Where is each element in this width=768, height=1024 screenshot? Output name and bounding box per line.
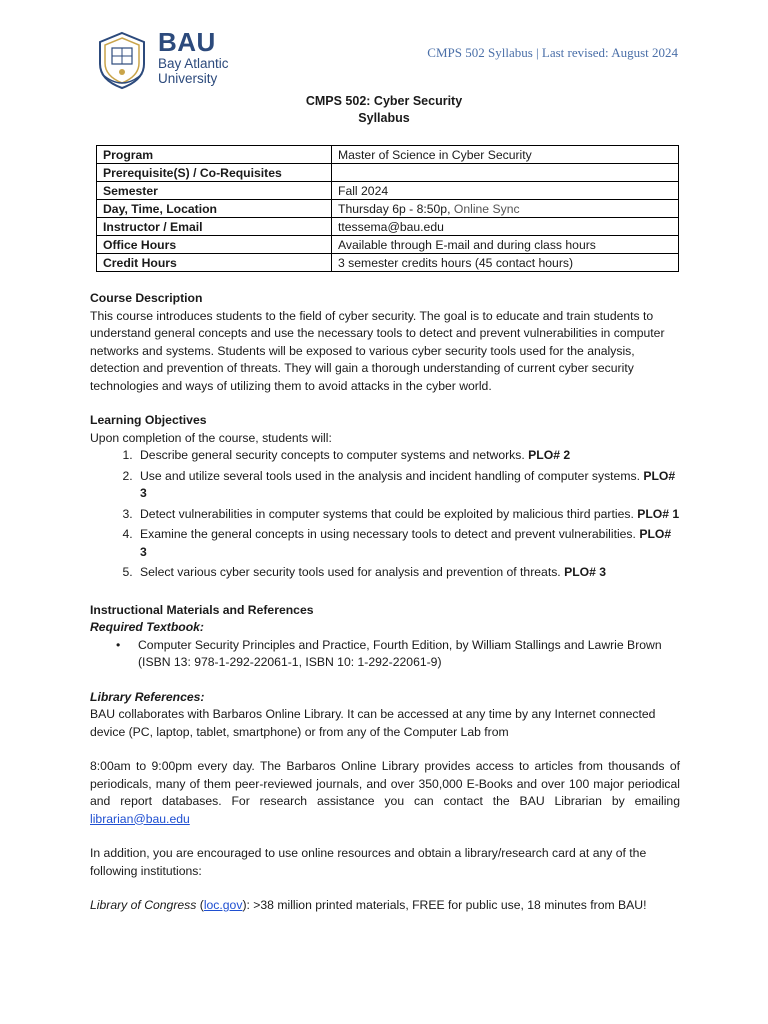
row-value: 3 semester credits hours (45 contact hours)	[332, 254, 679, 272]
table-row	[97, 164, 679, 182]
textbook-list	[90, 637, 680, 672]
librarian-email-link[interactable]: librarian@bau.edu	[90, 811, 190, 826]
list-item: 4. Examine the general concepts in using necessary tools to detect and prevent vulnerabilities. PLO# 3	[136, 526, 680, 561]
list-item: 3. Detect vulnerabilities in computer systems that could be exploited by malicious third parties. PLO# 1	[136, 506, 680, 524]
plo-tag: PLO# 2	[528, 448, 571, 462]
library-paragraph-2: 8:00am to 9:00pm every day. The Barbaros Online Library provides access to articles from thousands of periodicals, many of them peer-reviewed journals, and over 350,000 E-Books and over 100 major periodical and report databases. For research assistance you can contact the BAU Librarian by emailing librarian@bau.edu	[90, 759, 680, 826]
university-seal-icon	[94, 30, 150, 90]
schedule-location: Online Sync	[450, 201, 520, 216]
row-label: Credit Hours	[97, 254, 332, 272]
row-value	[332, 200, 679, 218]
row-label: Instructor / Email	[97, 218, 332, 236]
learning-objectives-intro: Upon completion of the course, students will:	[90, 430, 332, 445]
table-row	[97, 182, 679, 200]
row-value: Fall 2024	[332, 182, 679, 200]
section-heading-learning-objectives: Learning Objectives	[90, 413, 207, 427]
row-label: Office Hours	[97, 236, 332, 254]
table-row	[97, 146, 679, 164]
logo-line-2: University	[158, 71, 218, 86]
library-of-congress-line: Library of Congress (loc.gov): >38 million printed materials, FREE for public use, 18 minutes from BAU!	[90, 898, 647, 912]
course-description-text: This course introduces students to the field of cyber security. The goal is to educate and train students to understand general concepts and use the necessary tools to detect and prevent vulnerabilities in computer networks and systems. Students will be exposed to various cyber security tools used for the analysis, detection and prevention of threats. They will gain a thorough understanding of current cyber security technologies and ways of utilizing them to avoid attacks in the cyber world.	[90, 308, 665, 393]
row-value: Available through E-mail and during class hours	[332, 236, 679, 254]
course-info-table	[96, 145, 679, 272]
objectives-list	[90, 447, 680, 582]
logo-line-1: Bay Atlantic	[158, 56, 229, 71]
plo-tag: PLO# 3	[564, 565, 607, 579]
document-title	[0, 93, 768, 127]
loc-link[interactable]: loc.gov	[203, 898, 243, 912]
section-heading-materials: Instructional Materials and References	[90, 602, 314, 617]
library-references-label: Library References:	[90, 689, 205, 704]
plo-tag: PLO# 3	[140, 468, 676, 500]
row-value	[332, 164, 679, 182]
row-label: Prerequisite(S) / Co-Requisites	[97, 164, 332, 182]
row-label: Program	[97, 146, 332, 164]
row-value: ttessema@bau.edu	[332, 218, 679, 236]
list-item: 5. Select various cyber security tools used for analysis and prevention of threats. PLO# 3	[136, 564, 680, 582]
table-row	[97, 254, 679, 272]
list-item: 2. Use and utilize several tools used in the analysis and incident handling of computer systems. PLO# 3	[136, 468, 680, 503]
row-label: Semester	[97, 182, 332, 200]
loc-name: Library of Congress	[90, 898, 197, 912]
plo-tag: PLO# 1	[637, 506, 680, 521]
row-value: Master of Science in Cyber Security	[332, 146, 679, 164]
logo-abbreviation: BAU	[158, 27, 216, 57]
title-line-2: Syllabus	[358, 111, 410, 125]
plo-tag: PLO# 3	[140, 527, 672, 559]
title-line-1: CMPS 502: Cyber Security	[305, 94, 463, 108]
schedule-time: Thursday 6p - 8:50p,	[338, 201, 451, 216]
section-heading-course-description: Course Description	[90, 291, 203, 305]
syllabus-body	[90, 290, 680, 915]
row-label: Day, Time, Location	[97, 200, 332, 218]
list-item: 1. Describe general security concepts to computer systems and networks. PLO# 2	[136, 447, 680, 465]
required-textbook-label: Required Textbook:	[90, 620, 204, 634]
library-paragraph-1: BAU collaborates with Barbaros Online Library. It can be accessed at any time by any Internet connected device (PC, laptop, tablet, smartphone) or from any of the Computer Lab from	[90, 707, 656, 739]
bau-logo	[94, 28, 244, 92]
table-row	[97, 236, 679, 254]
table-row	[97, 200, 679, 218]
table-row	[97, 218, 679, 236]
header-reference: CMPS 502 Syllabus | Last revised: August 2024	[427, 45, 678, 60]
textbook-item: • Computer Security Principles and Practice, Fourth Edition, by William Stallings and Lawrie Brown (ISBN 13: 978-1-292-22061-1, ISBN 10: 1-292-22061-9)	[138, 637, 680, 672]
library-paragraph-3: In addition, you are encouraged to use online resources and obtain a library/research card at any of the following institutions:	[90, 846, 647, 878]
